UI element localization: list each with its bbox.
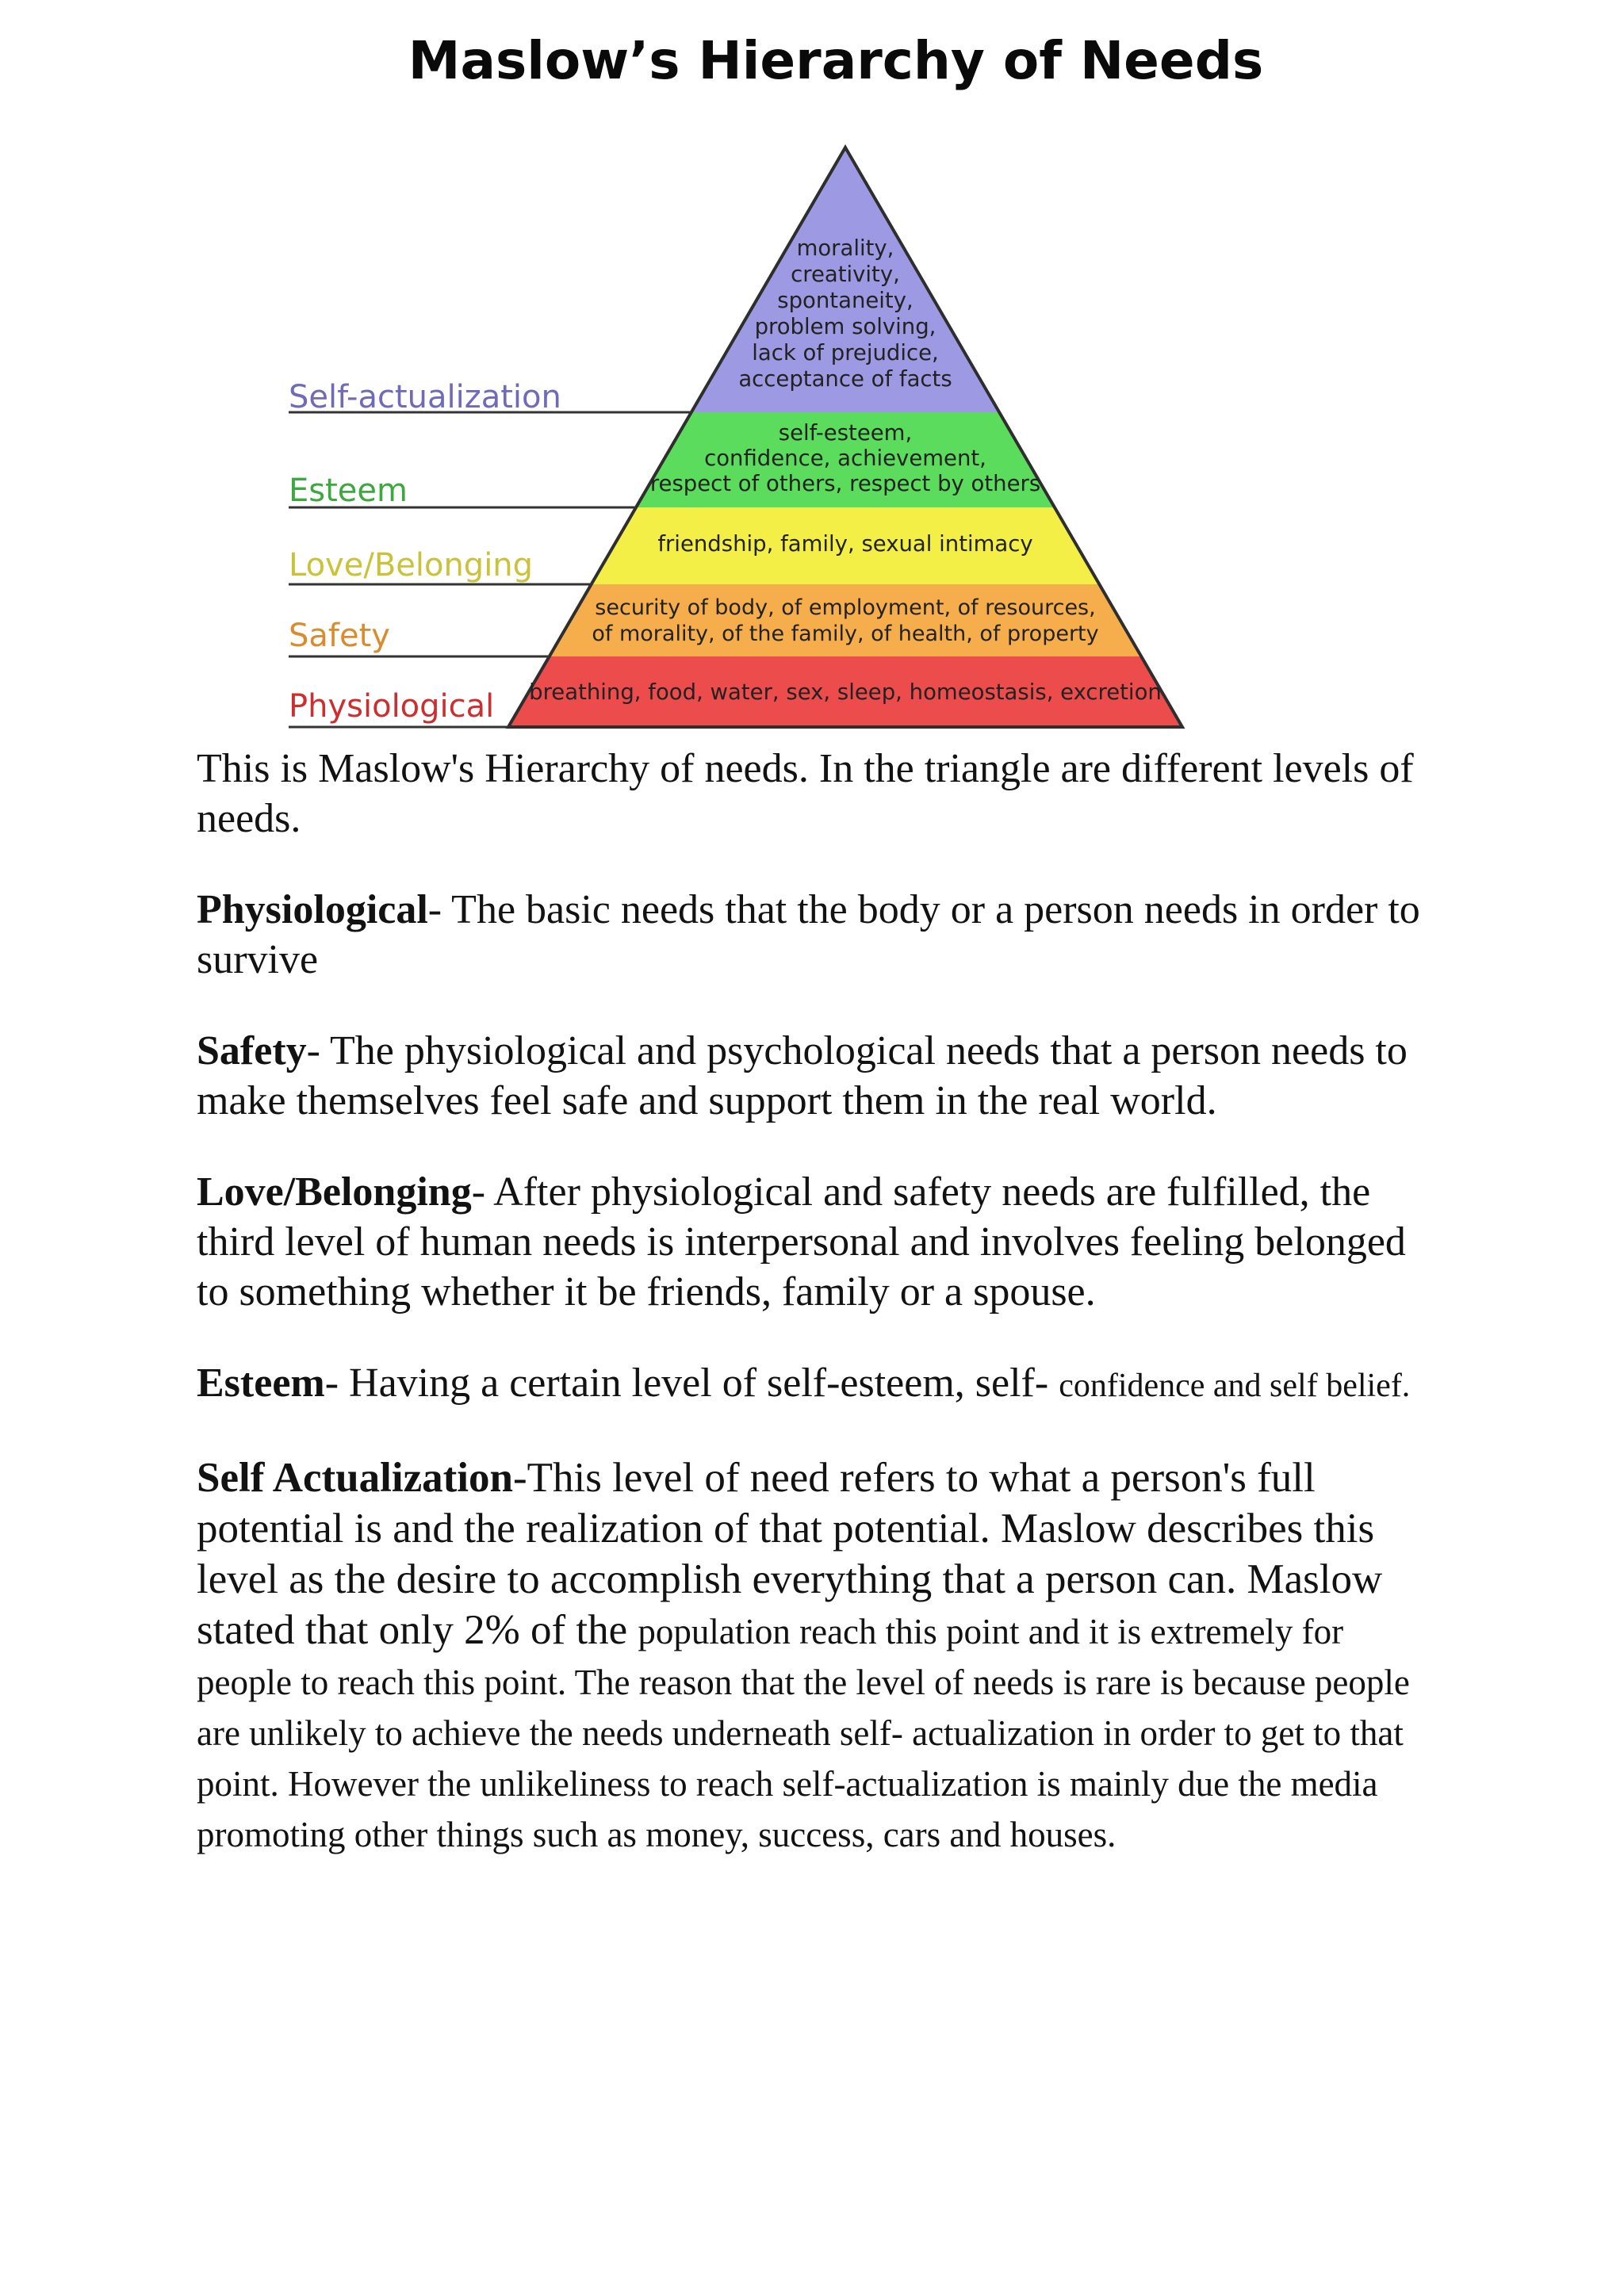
safety-description: - The physiological and psychological needs that a person needs to make themselves feel safe and support them in the real world. (197, 1028, 1408, 1123)
level-content-self-actualization: morality, (796, 235, 894, 261)
safety-term: Safety (197, 1028, 307, 1073)
love-belonging-paragraph (197, 1167, 1434, 1317)
level-content-safety: of morality, of the family, of health, of property (592, 622, 1099, 646)
level-content-self-actualization: lack of prejudice, (752, 340, 939, 365)
physiological-description: - The basic needs that the body or a person needs in order to survive (197, 887, 1420, 982)
level-name-self-actualization: Self-actualization (289, 379, 561, 415)
safety-paragraph (197, 1026, 1434, 1126)
self-actualization-description-small: population reach this point and it is extremely for people to reach this point. The reason that the level of needs is rare is because people are unlikely to achieve the needs underneath self- actualization in order to get to that point. However the unlikeliness to reach self-actualization is mainly due the media promoting other things such as money, success, cars and houses. (197, 1612, 1410, 1854)
self-actualization-paragraph (197, 1452, 1434, 1858)
love-belonging-term: Love/Belonging (197, 1169, 472, 1215)
physiological-term: Physiological (197, 887, 428, 932)
level-name-safety: Safety (289, 618, 390, 654)
esteem-description: - Having a certain level of self-esteem, self- (324, 1360, 1059, 1406)
level-content-esteem: self-esteem, (778, 420, 913, 446)
physiological-paragraph (197, 885, 1434, 985)
level-content-safety: security of body, of employment, of resources, (595, 595, 1096, 620)
description-text (197, 744, 1434, 1900)
level-content-esteem: confidence, achievement, (704, 446, 986, 471)
esteem-description-small: confidence and self belief. (1059, 1368, 1411, 1404)
level-content-self-actualization: problem solving, (754, 314, 936, 339)
level-content-esteem: respect of others, respect by others (649, 471, 1041, 496)
esteem-term: Esteem (197, 1360, 325, 1406)
esteem-paragraph (197, 1358, 1434, 1411)
level-name-love-belonging: Love/Belonging (289, 547, 534, 584)
level-content-self-actualization: acceptance of facts (738, 366, 952, 392)
love-belonging-description: - After physiological and safety needs are fulfilled, the third level of human needs is interpersonal and involves feeling belonged to something whether it be friends, family or a spouse. (197, 1169, 1406, 1314)
level-name-esteem: Esteem (289, 473, 408, 509)
level-content-physiological: breathing, food, water, sex, sleep, homeostasis, excretion (529, 679, 1162, 705)
level-name-physiological: Physiological (289, 688, 495, 725)
page-title: Maslow’s Hierarchy of Needs (408, 30, 1264, 91)
level-content-self-actualization: spontaneity, (777, 288, 914, 313)
intro-paragraph: This is Maslow's Hierarchy of needs. In the triangle are different levels of needs. (197, 746, 1414, 841)
maslow-pyramid-diagram (0, 0, 1624, 745)
self-actualization-description: -This level of need refers to what a person's full potential is and the realization of that potential. Maslow describes this level as the desire to accomplish everything that a person can. Maslow stated that only 2% of the (197, 1455, 1383, 1653)
self-actualization-term: Self Actualization (197, 1455, 513, 1501)
level-content-self-actualization: creativity, (791, 262, 900, 287)
level-content-love-belonging: friendship, family, sexual intimacy (657, 531, 1033, 557)
